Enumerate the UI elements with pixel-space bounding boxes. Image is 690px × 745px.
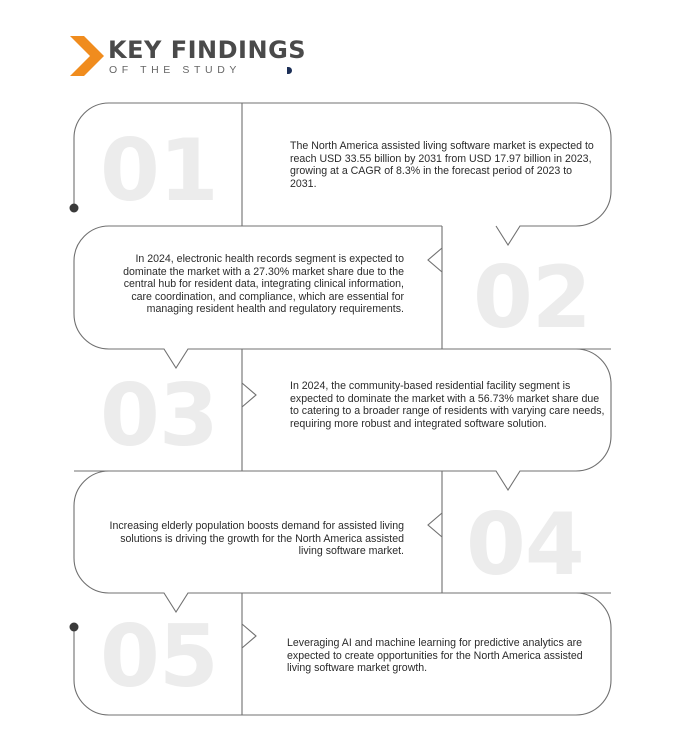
page-subtitle: OF THE STUDY [109,64,242,76]
finding-text-01: The North America assisted living software market is expected to reach USD 33.55 billion by 2031 from USD 17.97 billion in 2023, growing at a CAGR of 8.3% in the forecast period of 2023 to 2031. [290,140,594,190]
page-title: KEY FINDINGS [108,36,307,64]
finding-number-01: 01 [100,121,218,221]
finding-text-05: Leveraging AI and machine learning for predictive analytics are expected to create opportunities for the North America assisted living software market growth. [287,637,583,675]
finding-text-04: Increasing elderly population boosts demand for assisted living solutions is driving the growth for the North America assisted living software market. [109,520,404,558]
finding-text-02: In 2024, electronic health records segment is expected to dominate the market with a 27.30% market share due to the central hub for resident data, integrating clinical information, care coordination, and compliance, which are essential for managing resident health and regulatory requirements. [123,253,404,316]
finding-number-03: 03 [100,366,218,466]
finding-number-05: 05 [100,607,218,707]
finding-text-03: In 2024, the community-based residential facility segment is expected to dominate the market with a 56.73% market share due to catering to a broader range of residents with varying care needs, requiring more robust and integrated software solution. [290,380,605,430]
finding-number-04: 04 [466,495,584,595]
finding-number-02: 02 [473,248,591,348]
